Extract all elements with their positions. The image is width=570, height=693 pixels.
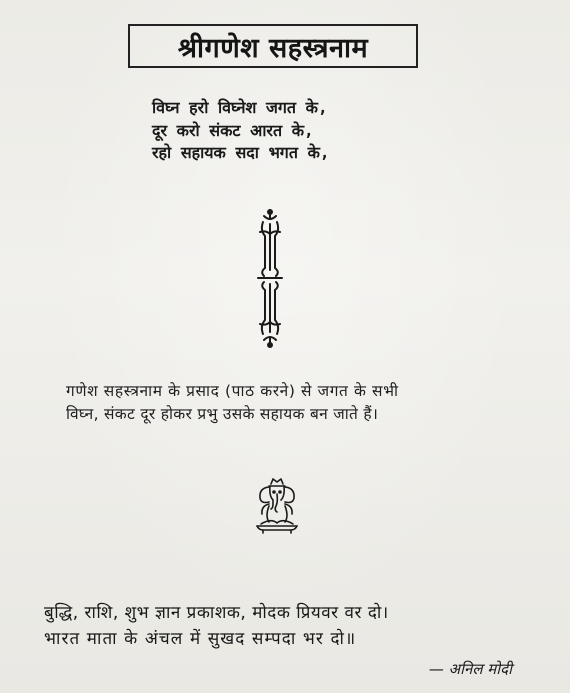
verse-line-2: दूर करो संकट आरत के, bbox=[152, 120, 314, 140]
couplet-line-1: बुद्धि, राशि, शुभ ज्ञान प्रकाशक, मोदक प्रियवर वर दो। bbox=[44, 603, 389, 623]
title-box bbox=[128, 24, 418, 68]
invocation-verse bbox=[152, 97, 432, 165]
verse-line-3: रहो सहायक सदा भगत के, bbox=[152, 143, 330, 162]
verse-line-1: विघ्न हरो विघ्नेश जगत के, bbox=[152, 98, 328, 117]
prose-line-2: विघ्न, संकट दूर होकर प्रभु उसके सहायक बन जाते हैं। bbox=[66, 405, 379, 423]
ganesha-icon bbox=[249, 476, 305, 534]
author-signature: — अनिल मोदी bbox=[428, 660, 512, 678]
page-title: श्रीगणेश सहस्त्रनाम bbox=[177, 32, 369, 64]
ornament-divider-icon bbox=[248, 208, 292, 348]
closing-couplet bbox=[44, 600, 534, 652]
couplet-line-2: भारत माता के अंचल में सुखद सम्पदा भर दो॥ bbox=[44, 629, 357, 649]
prose-line-1: गणेश सहस्त्रनाम के प्रसाद (पाठ करने) से जगत के सभी bbox=[66, 382, 399, 400]
explanation-paragraph bbox=[66, 380, 516, 426]
